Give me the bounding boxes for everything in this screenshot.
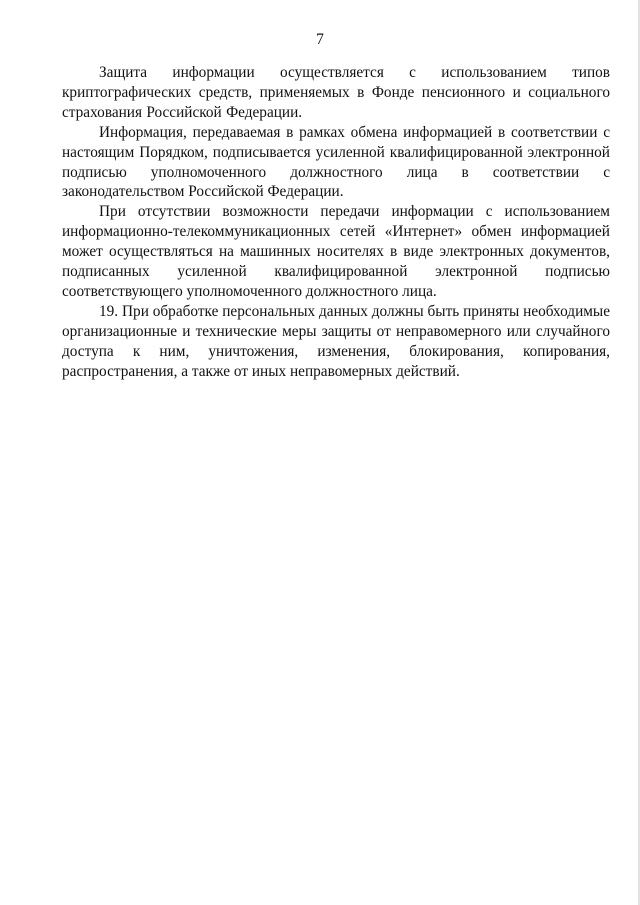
paragraph-machine-media-exchange: При отсутствии возможности передачи информации с использованием информационно-телекоммуникационных сетей «Интернет» обмен информацией может осуществляться на машинных носителях в виде электронных документов, подписанных усиленной квалифицированной электронной подписью соответствующего уполномоченного должностного лица. [62, 203, 610, 300]
page-number: 7 [316, 31, 324, 48]
paragraph-crypto-protection: Защита информации осуществляется с использованием типов криптографических средств, применяемых в Фонде пенсионного и социального страхования Российской Федерации. [62, 64, 610, 121]
paragraph-electronic-signature: Информация, передаваемая в рамках обмена информацией в соответствии с настоящим Порядком, подписывается усиленной квалифицированной электронной подписью уполномоченного должностного лица в соответствии с законодательством Российской Федерации. [62, 123, 610, 201]
document-body [62, 63, 610, 382]
paragraph-personal-data-protection: 19. При обработке персональных данных должны быть приняты необходимые организационные и технические меры защиты от неправомерного или случайного доступа к ним, уничтожения, изменения, блокирования, копирования, распространения, а также от иных неправомерных действий. [62, 302, 610, 380]
